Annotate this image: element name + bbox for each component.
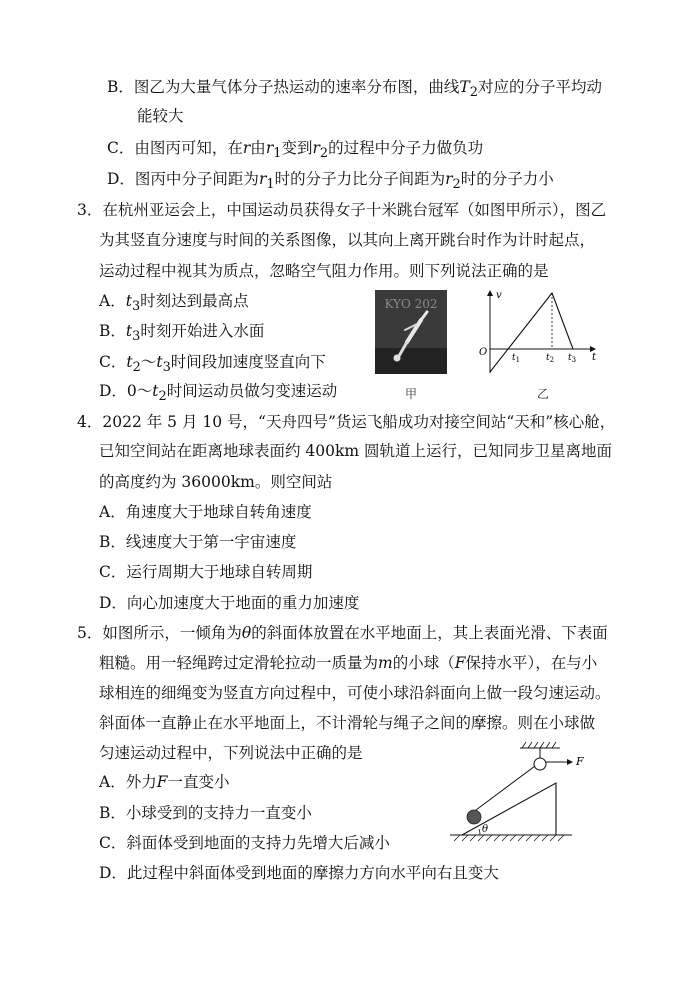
- q4-option-a: A．角速度大于地球自转角速度: [99, 503, 312, 521]
- symbol-f: F: [156, 773, 168, 791]
- symbol-f: F: [454, 654, 466, 672]
- figure-caption-jia: 甲: [405, 387, 418, 401]
- subscript: 3: [162, 360, 171, 376]
- text: ～: [140, 353, 157, 371]
- ceiling-support: [520, 742, 560, 758]
- q5-stem-line4: 斜面体一直静止在水平地面上，不计滑轮与绳子之间的摩擦。则在小球做: [99, 714, 596, 732]
- text: B．: [99, 322, 126, 340]
- ground-hatching: [454, 835, 564, 841]
- t1-label: $t_1$: [512, 353, 521, 364]
- photo-lower-band: [375, 348, 447, 374]
- q3-option-d: [99, 381, 337, 407]
- origin-label: O: [479, 347, 488, 358]
- option-c: [107, 138, 483, 164]
- q4-option-d: D．向心加速度大于地面的重力加速度: [99, 594, 360, 612]
- q4-stem-line1: 4．2022 年 5 月 10 号，“天舟四号”货运飞船成功对接空间站“天和”核心舱，: [77, 413, 616, 431]
- text: 的过程中分子力做负功: [328, 139, 484, 157]
- q3-option-c: [99, 352, 326, 378]
- subscript: 1: [266, 177, 275, 193]
- incline-body: [462, 783, 556, 835]
- q3-stem-line1: 3．在杭州亚运会上，中国运动员获得女子十米跳台冠军（如图甲所示），图乙: [77, 201, 607, 219]
- text: 时的分子力比分子间距为: [274, 170, 446, 188]
- text: 的斜面体放置在水平地面上，其上表面光滑、下表面: [251, 624, 608, 642]
- figure-caption-yi: 乙: [537, 387, 550, 401]
- symbol-r: r: [312, 139, 320, 157]
- subscript: 3: [131, 299, 141, 315]
- symbol-t: T: [459, 78, 470, 96]
- symbol-r: r: [265, 139, 274, 157]
- diver-photo: [375, 290, 447, 374]
- text: D．0～: [99, 382, 153, 400]
- text: 一直变小: [167, 773, 230, 791]
- velocity-curve: [490, 293, 573, 372]
- t3-label: $t_3$: [568, 353, 577, 364]
- q4-option-c: C．运行周期大于地球自转周期: [99, 563, 313, 581]
- symbol-t: t: [156, 353, 163, 371]
- symbol-t: t: [125, 322, 133, 340]
- text: C．由图丙可知，在: [107, 139, 243, 157]
- t2-label: $t_2$: [546, 353, 555, 364]
- photo-background-text: KYO 202: [384, 297, 438, 311]
- text: 粗糙。用一轻绳跨过定滑轮拉动一质量为: [99, 654, 379, 672]
- q5-stem-line5: 匀速运动过程中，下列说法中正确的是: [99, 744, 363, 762]
- incline-pulley-figure: [440, 738, 620, 848]
- angle-arc: [479, 829, 480, 835]
- text: 时的分子力小: [460, 170, 554, 188]
- option-b: [107, 77, 602, 103]
- text: A．外力: [99, 773, 157, 791]
- v-axis-label: v: [496, 290, 502, 301]
- text: D．图丙中分子间距为: [107, 170, 259, 188]
- subscript: 2: [319, 146, 329, 162]
- text: 变到: [281, 139, 313, 157]
- subscript: 2: [469, 85, 478, 101]
- text: C．: [99, 353, 127, 371]
- q5-stem-line3: 球相连的细绳变为竖直方向过程中，可使小球沿斜面向上做一段匀速运动。: [99, 684, 611, 702]
- q4-stem-line2: 已知空间站在距离地球表面约 400km 圆轨道上运行，已知同步卫星离地面: [99, 442, 613, 460]
- symbol-t: t: [125, 292, 132, 310]
- text: 保持水平），在与小: [465, 654, 598, 672]
- angle-theta-label: θ: [482, 824, 489, 835]
- q3-option-a: [99, 291, 249, 317]
- q5-option-a: [99, 772, 229, 792]
- text: 时刻开始进入水面: [140, 322, 265, 340]
- velocity-time-graph: [475, 283, 605, 378]
- q5-option-c: C．斜面体受到地面的支持力先增大后减小: [99, 834, 390, 852]
- t-axis-label: t: [592, 352, 597, 363]
- text: 时刻达到最高点: [140, 292, 249, 310]
- rope: [476, 766, 535, 810]
- force-f-label: F: [576, 755, 584, 768]
- subscript: 1: [273, 146, 282, 162]
- q4-stem-line3: 的高度约为 36000km。则空间站: [99, 473, 333, 491]
- q4-option-b: B．线速度大于第一宇宙速度: [99, 533, 297, 551]
- text: A．: [99, 292, 126, 310]
- subscript: 2: [132, 360, 141, 376]
- symbol-r: r: [258, 170, 267, 188]
- symbol-theta: θ: [241, 624, 252, 642]
- ball: [467, 810, 481, 824]
- pulley-icon: [534, 758, 546, 770]
- text: 时间段加速度竖直向下: [170, 353, 326, 371]
- q5-option-d: D．此过程中斜面体受到地面的摩擦力方向水平向右且变大: [99, 864, 499, 882]
- q3-stem-line2: 为其竖直分速度与时间的关系图像，以其向上离开跳台时作为计时起点，: [99, 231, 596, 249]
- q5-stem-line2: [99, 653, 597, 673]
- symbol-r: r: [445, 170, 453, 188]
- subscript: 3: [132, 329, 141, 345]
- symbol-m: m: [378, 654, 393, 672]
- subscript: 2: [452, 177, 461, 193]
- q3-option-b: [99, 321, 264, 347]
- option-b-continued: 能较大: [137, 107, 184, 125]
- subscript: 2: [158, 389, 167, 405]
- symbol-t: t: [126, 353, 133, 371]
- option-b-text: 对应的分子平均动: [477, 78, 602, 96]
- symbol-t: t: [152, 382, 159, 400]
- text: 的小球（: [392, 654, 455, 672]
- q3-stem-line3: 运动过程中视其为质点，忽略空气阻力作用。则下列说法正确的是: [99, 262, 549, 280]
- option-d: [107, 169, 554, 195]
- text: 5．如图所示，一倾角为: [77, 624, 242, 642]
- symbol-r: r: [242, 139, 251, 157]
- q5-option-b: B．小球受到的支持力一直变小: [99, 804, 312, 822]
- option-b-text: B．图乙为大量气体分子热运动的速率分布图，曲线: [107, 78, 460, 96]
- text: 时间运动员做匀变速运动: [166, 382, 338, 400]
- text: 由: [250, 139, 266, 157]
- q5-stem-line1: [77, 623, 608, 643]
